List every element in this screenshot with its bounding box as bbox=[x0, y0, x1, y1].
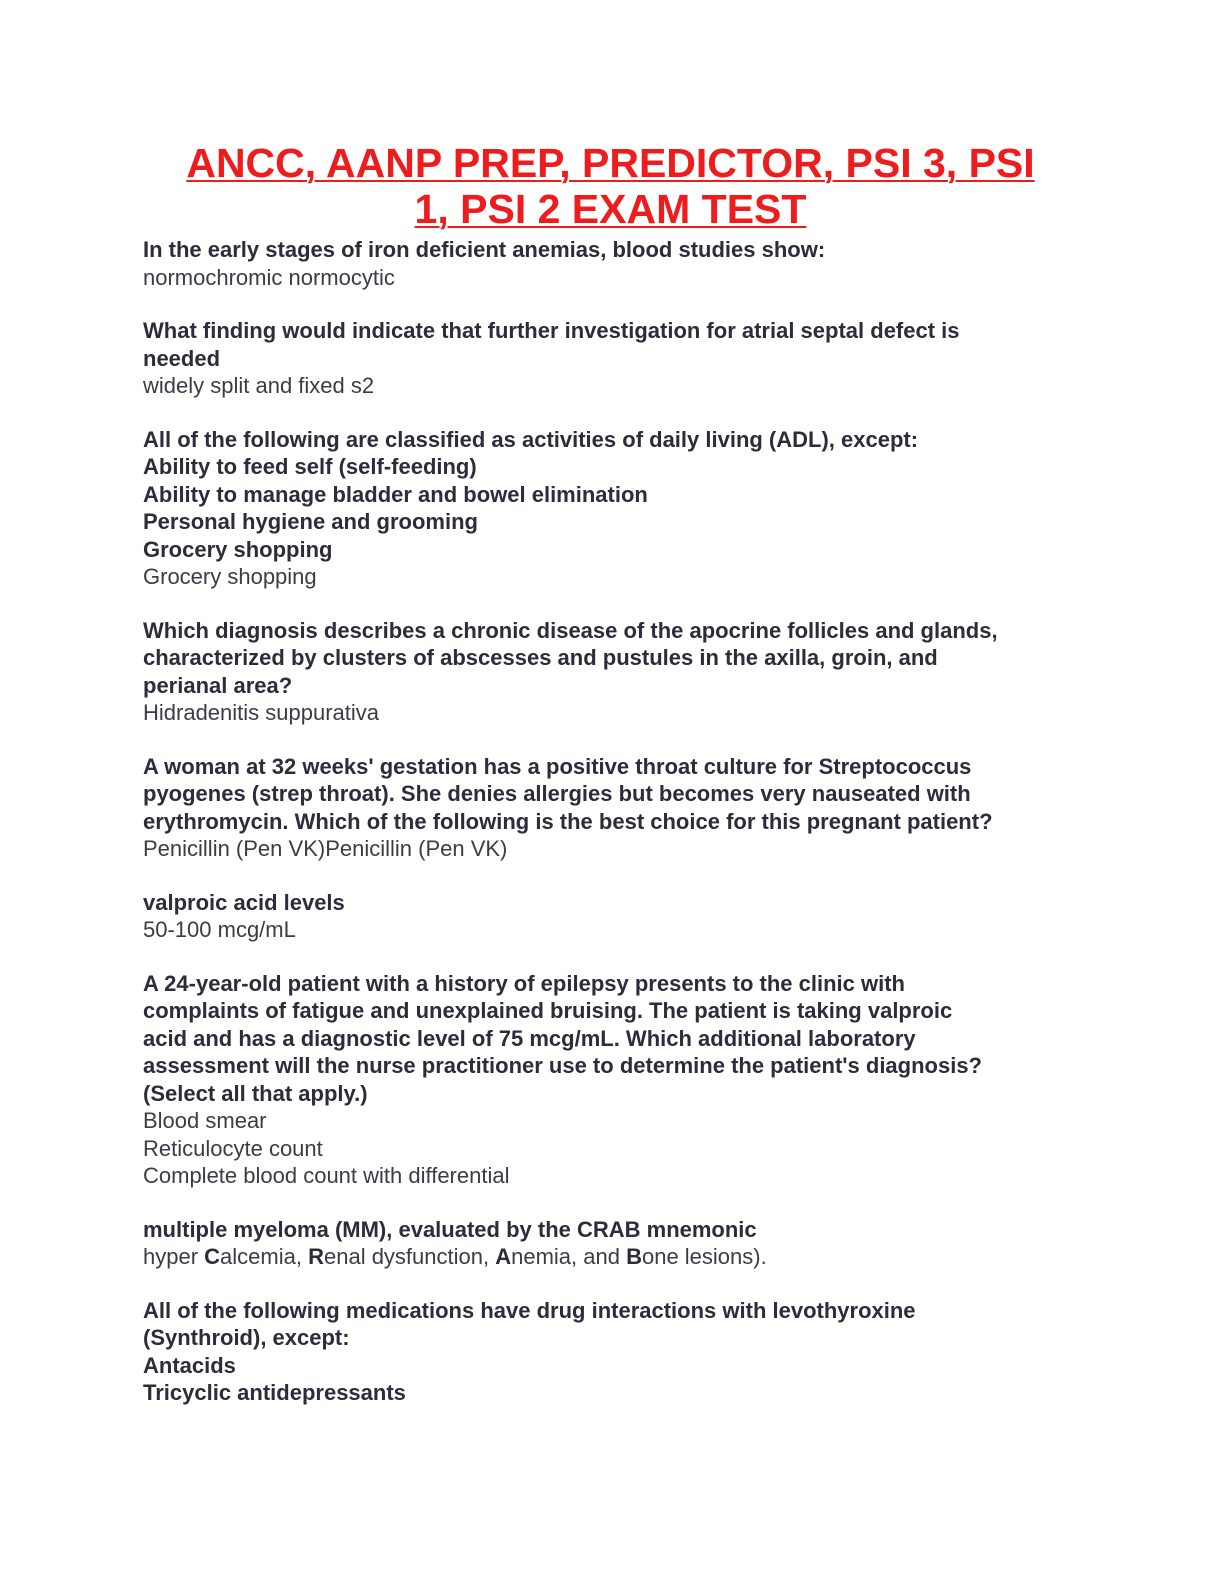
question-line: acid and has a diagnostic level of 75 mcg/mL. Which additional laboratory bbox=[143, 1025, 916, 1051]
qa-item bbox=[143, 617, 1078, 727]
answer-segment: alcemia, bbox=[220, 1244, 309, 1269]
question-line: multiple myeloma (MM), evaluated by the CRAB mnemonic bbox=[143, 1216, 757, 1242]
qa-item bbox=[143, 753, 1078, 863]
question-line: complaints of fatigue and unexplained bruising. The patient is taking valproic bbox=[143, 998, 953, 1023]
mnemonic-letter: C bbox=[204, 1244, 221, 1269]
answer-line: widely split and fixed s2 bbox=[143, 373, 375, 398]
qa-item bbox=[143, 1216, 1078, 1271]
question-line: Tricyclic antidepressants bbox=[143, 1380, 406, 1405]
answer-segment: nemia, and bbox=[511, 1244, 627, 1269]
question-line: All of the following are classified as activities of daily living (ADL), except: bbox=[143, 426, 919, 452]
qa-item bbox=[143, 889, 1078, 944]
question-line: perianal area? bbox=[143, 672, 293, 698]
title-line-1: ANCC, AANP PREP, PREDICTOR, PSI 3, PSI bbox=[186, 140, 1035, 186]
qa-item bbox=[143, 236, 1078, 291]
question-line: Ability to feed self (self-feeding) bbox=[143, 454, 477, 479]
document-title bbox=[143, 140, 1078, 232]
answer-line: 50-100 mcg/mL bbox=[143, 917, 296, 942]
answer-line: Reticulocyte count bbox=[143, 1135, 323, 1161]
mnemonic-letter: R bbox=[308, 1244, 324, 1269]
question-line: A 24-year-old patient with a history of epilepsy presents to the clinic with bbox=[143, 970, 905, 996]
question-line: (Synthroid), except: bbox=[143, 1325, 350, 1350]
question-line: valproic acid levels bbox=[143, 889, 345, 915]
answer-line: normochromic normocytic bbox=[143, 264, 395, 290]
question-line: needed bbox=[143, 345, 221, 371]
question-line: Which diagnosis describes a chronic disease of the apocrine follicles and glands, bbox=[143, 617, 998, 643]
title-line-2: 1, PSI 2 EXAM TEST bbox=[414, 186, 807, 232]
answer-segment: enal dysfunction, bbox=[323, 1244, 496, 1269]
question-line: All of the following medications have drug interactions with levothyroxine bbox=[143, 1297, 916, 1323]
question-line: erythromycin. Which of the following is the best choice for this pregnant patient? bbox=[143, 808, 993, 834]
qa-item bbox=[143, 426, 1078, 591]
qa-item bbox=[143, 970, 1078, 1190]
answer-segment: hyper bbox=[143, 1244, 205, 1269]
question-line: A woman at 32 weeks' gestation has a positive throat culture for Streptococcus bbox=[143, 753, 972, 779]
document-page bbox=[143, 140, 1078, 1433]
mnemonic-letter: B bbox=[626, 1244, 642, 1269]
question-line: characterized by clusters of abscesses and pustules in the axilla, groin, and bbox=[143, 645, 938, 670]
answer-line: Blood smear bbox=[143, 1108, 267, 1133]
answer-line: Hidradenitis suppurativa bbox=[143, 700, 380, 725]
question-line: Ability to manage bladder and bowel elimination bbox=[143, 481, 648, 507]
question-line: (Select all that apply.) bbox=[143, 1080, 368, 1106]
question-line: Grocery shopping bbox=[143, 536, 333, 562]
qa-item bbox=[143, 1297, 1078, 1407]
question-line: In the early stages of iron deficient anemias, blood studies show: bbox=[143, 237, 826, 262]
answer-line: Grocery shopping bbox=[143, 564, 317, 589]
question-line: What finding would indicate that further investigation for atrial septal defect is bbox=[143, 318, 960, 343]
qa-item bbox=[143, 317, 1078, 400]
answer-segment: one lesions). bbox=[641, 1244, 767, 1269]
question-line: Personal hygiene and grooming bbox=[143, 509, 478, 534]
question-line: pyogenes (strep throat). She denies allergies but becomes very nauseated with bbox=[143, 781, 971, 806]
mnemonic-letter: A bbox=[495, 1244, 512, 1269]
answer-line bbox=[143, 1243, 1078, 1271]
answer-line: Penicillin (Pen VK)Penicillin (Pen VK) bbox=[143, 836, 508, 861]
question-line: Antacids bbox=[143, 1352, 236, 1378]
question-line: assessment will the nurse practitioner use to determine the patient's diagnosis? bbox=[143, 1053, 982, 1078]
answer-line: Complete blood count with differential bbox=[143, 1163, 510, 1188]
qa-list bbox=[143, 236, 1078, 1407]
